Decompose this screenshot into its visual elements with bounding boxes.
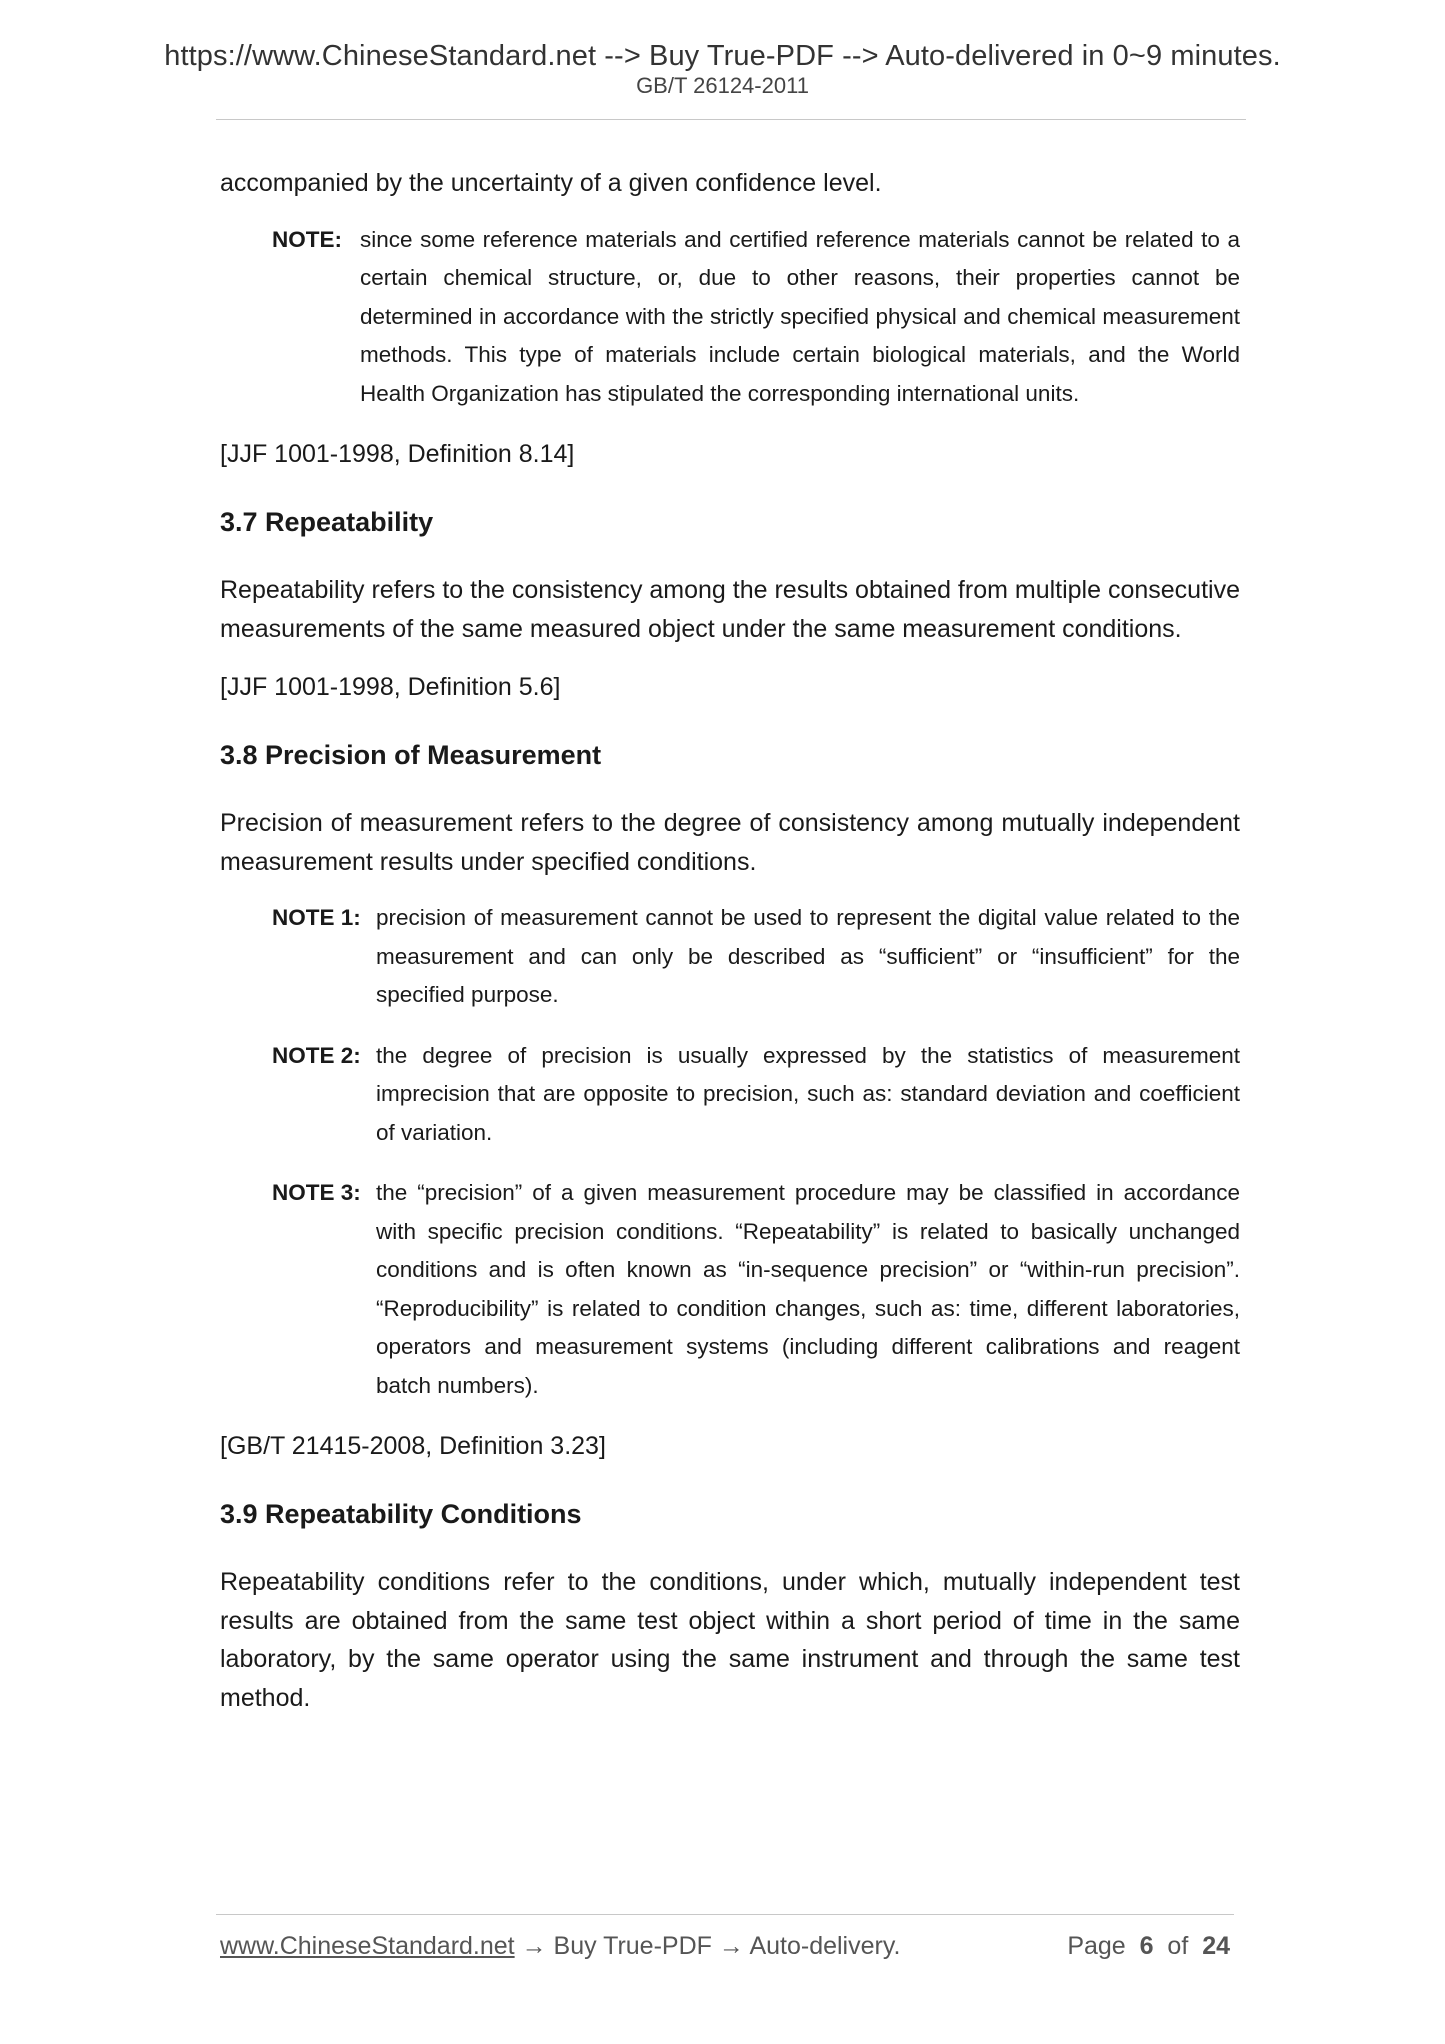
section-3-7-text: Repeatability refers to the consistency among the results obtained from multiple consecutive measurements of the same measured object under the same measurement conditions. xyxy=(220,576,1240,643)
arrow-right-icon: → xyxy=(718,1932,744,1960)
section-3-8-reference: [GB/T 21415-2008, Definition 3.23] xyxy=(220,1432,606,1460)
footer-delivery-text: Auto-delivery. xyxy=(749,1932,901,1960)
document-code: GB/T 26124-2011 xyxy=(636,73,809,98)
note-3-block xyxy=(272,1174,1240,1405)
note-1-block xyxy=(272,899,1240,1015)
note-2-label: NOTE 2: xyxy=(272,1042,361,1068)
note-1-text: precision of measurement cannot be used to represent the digital value related to the measurement and can only be described as “sufficient” or “insufficient” for the specified purpose. xyxy=(376,905,1240,1007)
section-3-7-reference: [JJF 1001-1998, Definition 5.6] xyxy=(220,673,561,701)
footer-links xyxy=(220,1932,900,1961)
section-heading-3-9: 3.9 Repeatability Conditions xyxy=(220,1499,582,1529)
note-text: since some reference materials and certified reference materials cannot be related to a certain chemical structure, or, due to other reasons, their properties cannot be determined in accordance with the strictly specified physical and chemical measurement methods. This type of materials include certain biological materials, and the World Health Organization has stipulated the corresponding international units. xyxy=(360,226,1240,406)
note-block xyxy=(272,221,1240,414)
arrow-right-icon: → xyxy=(521,1932,547,1960)
footer-divider xyxy=(216,1914,1234,1915)
footer-site-link[interactable]: www.ChineseStandard.net xyxy=(220,1932,515,1960)
page-total: 24 xyxy=(1202,1932,1230,1960)
page-word: Page xyxy=(1067,1932,1126,1960)
note-2-text: the degree of precision is usually expressed by the statistics of measurement imprecision that are opposite to precision, such as: standard deviation and coefficient of variation. xyxy=(376,1042,1240,1145)
note-label: NOTE: xyxy=(272,226,342,252)
footer-buy-text: Buy True-PDF xyxy=(553,1932,712,1960)
page-indicator xyxy=(1067,1932,1230,1961)
section-3-9-text: Repeatability conditions refer to the conditions, under which, mutually independent test results are obtained from the same test object within a short period of time in the same laboratory, by the same operator using the same instrument and through the same test method. xyxy=(220,1568,1240,1712)
section-heading-3-7: 3.7 Repeatability xyxy=(220,507,434,537)
note-2-block xyxy=(272,1037,1240,1153)
page-content xyxy=(220,164,1240,1717)
reference-citation: [JJF 1001-1998, Definition 8.14] xyxy=(220,440,575,468)
note-3-text: the “precision” of a given measurement procedure may be classified in accordance with specific precision conditions. “Repeatability” is related to basically unchanged conditions and is often known as “in-sequence precision” or “within-run precision”. “Reproducibility” is related to condition changes, such as: time, different laboratories, operators and measurement systems (including different calibrations and reagent batch numbers). xyxy=(376,1180,1240,1398)
note-1-label: NOTE 1: xyxy=(272,905,361,930)
header-url-banner: https://www.ChineseStandard.net --> Buy True-PDF --> Auto-delivered in 0~9 minutes. xyxy=(164,40,1281,72)
section-3-8-text: Precision of measurement refers to the degree of consistency among mutually independent measurement results under specified conditions. xyxy=(220,809,1240,876)
section-heading-3-8: 3.8 Precision of Measurement xyxy=(220,740,602,770)
continued-paragraph: accompanied by the uncertainty of a given confidence level. xyxy=(220,169,882,197)
header-divider xyxy=(216,119,1246,120)
page-number: 6 xyxy=(1139,1932,1154,1960)
note-3-label: NOTE 3: xyxy=(272,1180,361,1205)
of-word: of xyxy=(1167,1932,1189,1960)
